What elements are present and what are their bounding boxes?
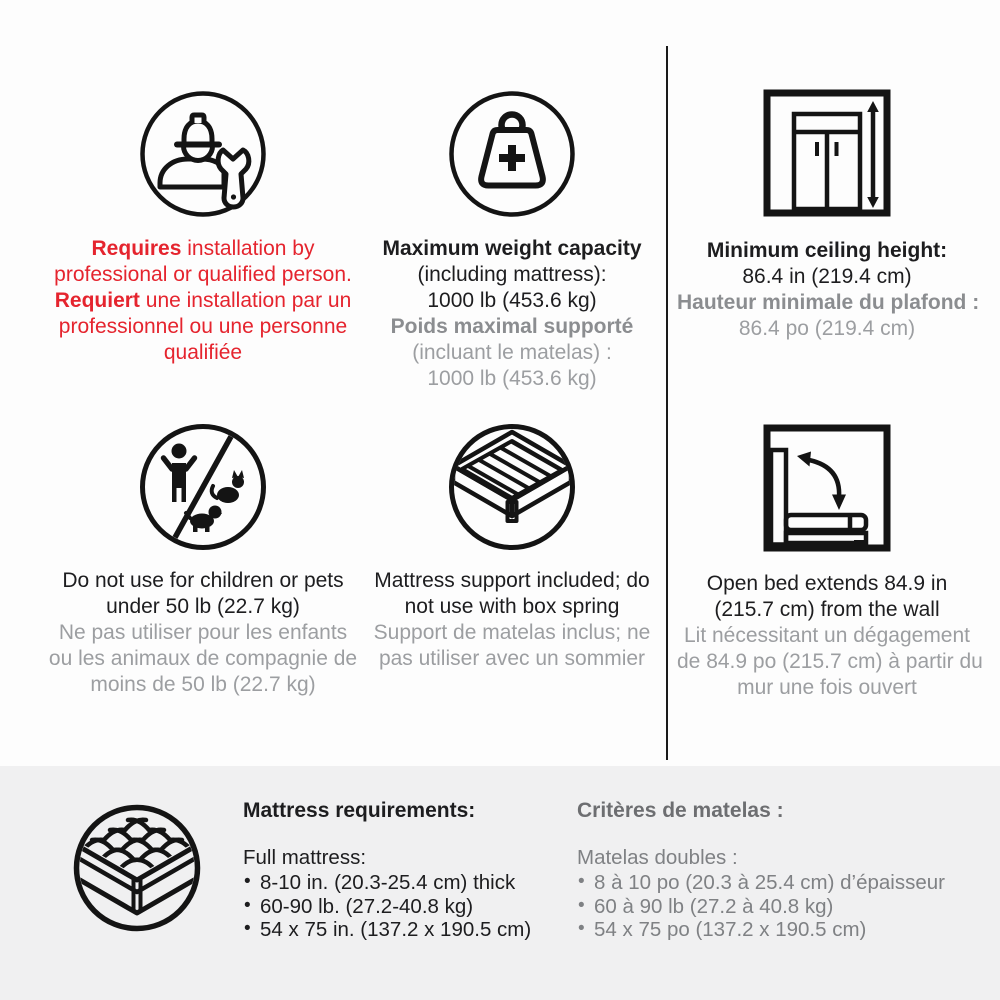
text-line: moins de 50 lb (22.7 kg) bbox=[90, 673, 316, 696]
bullet-item: • 60 à 90 lb (27.2 à 40.8 kg) bbox=[577, 895, 967, 919]
text-line: 1000 lb (453.6 kg) bbox=[427, 367, 597, 390]
mattress-icon bbox=[72, 803, 202, 933]
text-line: Poids maximal supporté bbox=[390, 315, 634, 338]
text-line: not use with box spring bbox=[404, 595, 620, 618]
text-line: (215.7 cm) from the wall bbox=[714, 598, 940, 621]
text-line: 1000 lb (453.6 kg) bbox=[427, 289, 597, 312]
mattress-requirements-band bbox=[0, 766, 1000, 1000]
mattress-requirements-fr bbox=[577, 799, 967, 942]
weight-capacity-icon bbox=[362, 89, 662, 219]
text-line: Ne pas utiliser pour les enfants bbox=[58, 621, 348, 644]
text-line: (incluant le matelas) : bbox=[412, 341, 612, 364]
card-caption bbox=[362, 236, 662, 392]
bullet-item: • 60-90 lb. (27.2-40.8 kg) bbox=[243, 895, 543, 919]
no-children-pets-icon bbox=[38, 422, 368, 552]
text-line: Mattress support included; do bbox=[374, 569, 650, 592]
card-caption bbox=[677, 571, 983, 701]
card-caption bbox=[38, 568, 368, 698]
fr-bullet-list bbox=[577, 871, 967, 942]
text-line: Requires installation by bbox=[91, 237, 315, 260]
text-line: Support de matelas inclus; ne bbox=[373, 621, 651, 644]
cat-silhouette bbox=[217, 470, 244, 503]
text-line: Open bed extends 84.9 in bbox=[706, 572, 948, 595]
text-line: 86.4 po (219.4 cm) bbox=[738, 317, 916, 340]
text-line: Requiert une installation par un bbox=[54, 289, 352, 312]
text-line: professionnel ou une personne bbox=[58, 315, 348, 338]
card-open-bed bbox=[677, 423, 983, 701]
en-subheading: Full mattress: bbox=[243, 846, 367, 869]
en-bullet-list bbox=[243, 871, 543, 942]
card-installation bbox=[38, 89, 368, 366]
vertical-divider bbox=[666, 46, 668, 760]
card-no-children-pets bbox=[38, 422, 368, 698]
card-caption bbox=[38, 236, 368, 366]
card-ceiling-height bbox=[677, 88, 980, 342]
text-line: Do not use for children or pets bbox=[62, 569, 344, 592]
text-line: Hauteur minimale du plafond : bbox=[677, 291, 980, 314]
mattress-requirements-en bbox=[243, 799, 543, 942]
text-line: qualifiée bbox=[163, 341, 243, 364]
text-line: Minimum ceiling height: bbox=[706, 239, 948, 262]
text-line: Maximum weight capacity bbox=[382, 237, 642, 260]
bullet-item: • 54 x 75 po (137.2 x 190.5 cm) bbox=[577, 918, 967, 942]
fr-heading: Critères de matelas : bbox=[577, 799, 784, 822]
fr-subheading: Matelas doubles : bbox=[577, 846, 738, 869]
card-mattress-support bbox=[362, 422, 662, 672]
text-line: mur une fois ouvert bbox=[737, 676, 917, 699]
text-line: de 84.9 po (215.7 cm) à partir du bbox=[677, 650, 983, 673]
text-line: (including mattress): bbox=[417, 263, 607, 286]
text-line: 86.4 in (219.4 cm) bbox=[742, 265, 912, 288]
mattress-support-icon bbox=[362, 422, 662, 552]
ceiling-height-icon bbox=[677, 88, 977, 218]
installer-icon bbox=[38, 89, 368, 219]
card-caption bbox=[362, 568, 662, 672]
text-line: pas utiliser avec un sommier bbox=[378, 647, 646, 670]
text-line: under 50 lb (22.7 kg) bbox=[106, 595, 300, 618]
bullet-item: • 8-10 in. (20.3-25.4 cm) thick bbox=[243, 871, 543, 895]
text-line: Lit nécessitant un dégagement bbox=[683, 624, 971, 647]
en-heading: Mattress requirements: bbox=[243, 799, 476, 822]
text-line: professional or qualified person. bbox=[54, 263, 352, 286]
open-bed-icon bbox=[677, 423, 977, 553]
bullet-item: • 54 x 75 in. (137.2 x 190.5 cm) bbox=[243, 918, 543, 942]
card-caption bbox=[677, 238, 980, 342]
bullet-item: • 8 à 10 po (20.3 à 25.4 cm) d’épaisseur bbox=[577, 871, 967, 895]
text-line: ou les animaux de compagnie de bbox=[48, 647, 358, 670]
dog-silhouette bbox=[190, 506, 222, 533]
card-max-weight bbox=[362, 89, 662, 392]
